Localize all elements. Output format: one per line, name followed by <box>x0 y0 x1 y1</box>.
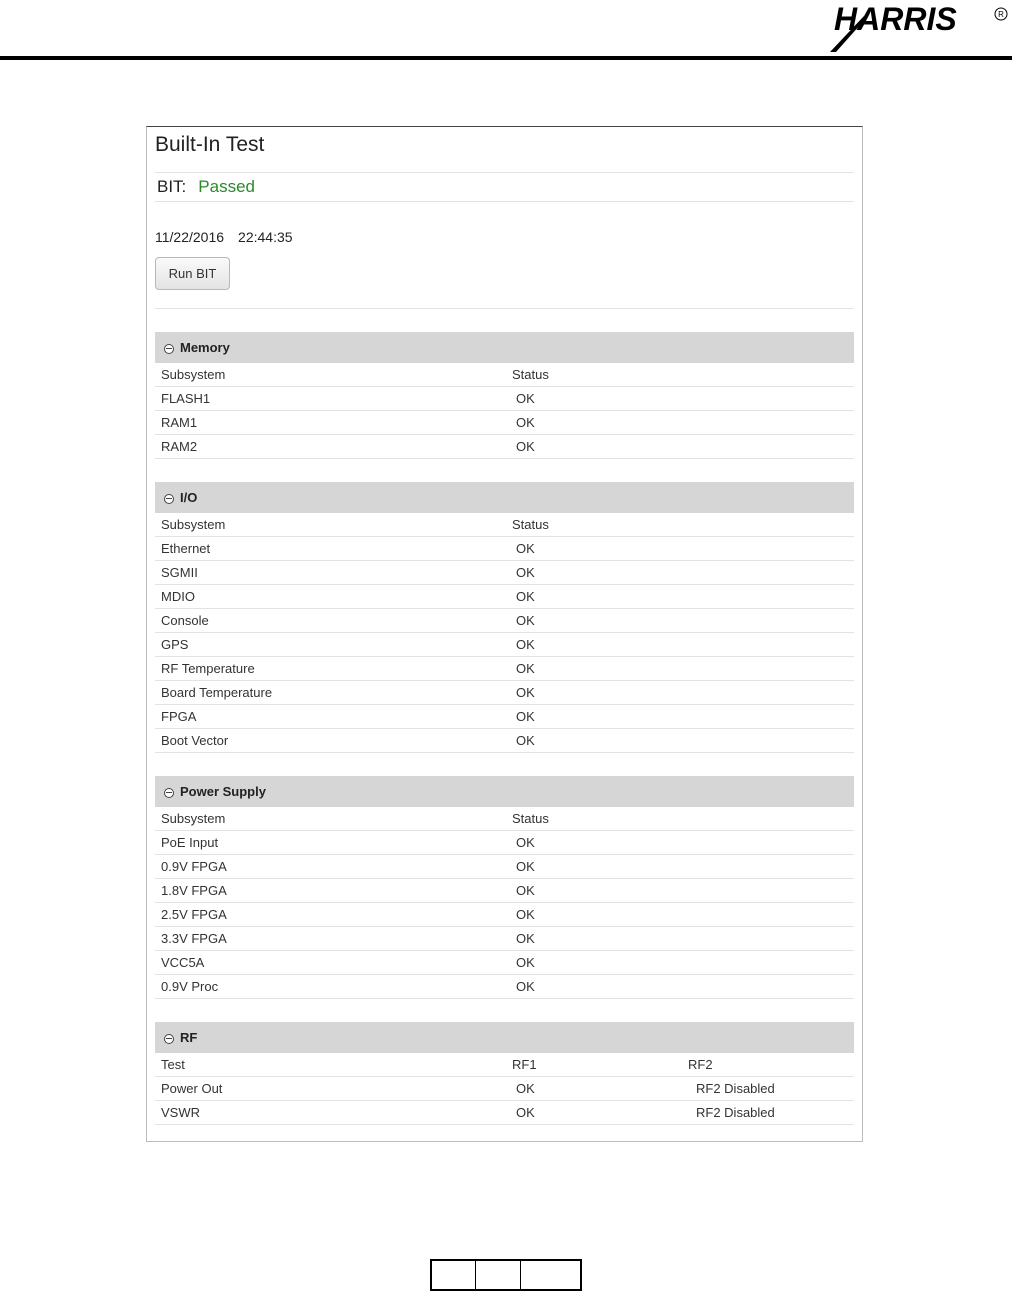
table-row <box>155 435 854 459</box>
subsystem-status: OK <box>516 931 535 946</box>
subsystem-status: OK <box>516 835 535 850</box>
subsystem-status: OK <box>516 859 535 874</box>
subsystem-status: OK <box>516 709 535 724</box>
column-header: RF2 <box>688 1057 713 1072</box>
subsystem-name: PoE Input <box>161 835 219 850</box>
subsystem-status: OK <box>516 733 535 748</box>
subsystem-name: 0.9V FPGA <box>161 859 227 874</box>
subsystem-status: OK <box>516 979 535 994</box>
table-row <box>155 609 854 633</box>
table-header-row <box>155 513 854 537</box>
divider <box>155 308 854 309</box>
column-header: Status <box>512 367 549 382</box>
subsystem-status: OK <box>516 565 535 580</box>
subsystem-name: SGMII <box>161 565 198 580</box>
section-header-rf[interactable] <box>155 1022 854 1053</box>
section-header-memory[interactable] <box>155 332 854 363</box>
table-row <box>155 729 854 753</box>
run-bit-button[interactable]: Run BIT <box>155 257 230 290</box>
subsystem-status: OK <box>516 883 535 898</box>
bit-time: 22:44:35 <box>238 229 293 245</box>
header-rule <box>0 56 1012 60</box>
subsystem-name: VCC5A <box>161 955 205 970</box>
table-row <box>155 561 854 585</box>
section-title: I/O <box>180 490 198 505</box>
table-row <box>155 879 854 903</box>
test-name: VSWR <box>161 1105 200 1120</box>
subsystem-status: OK <box>516 685 535 700</box>
subsystem-name: 2.5V FPGA <box>161 907 227 922</box>
collapse-icon[interactable] <box>164 1034 174 1044</box>
subsystem-status: OK <box>516 415 535 430</box>
footer-cell <box>476 1261 521 1289</box>
rf2-status: RF2 Disabled <box>696 1105 775 1120</box>
section-title: RF <box>180 1030 198 1045</box>
footer-cell <box>521 1261 580 1289</box>
subsystem-name: Boot Vector <box>161 733 229 748</box>
table-row <box>155 927 854 951</box>
bit-timestamp <box>155 228 854 246</box>
subsystem-status: OK <box>516 589 535 604</box>
registered-mark: R <box>998 10 1004 19</box>
subsystem-name: Console <box>161 613 209 628</box>
subsystem-status: OK <box>516 613 535 628</box>
footer-cell <box>432 1261 476 1289</box>
collapse-icon[interactable] <box>164 788 174 798</box>
section-rf <box>155 1022 854 1125</box>
section-header-io[interactable] <box>155 482 854 513</box>
table-row <box>155 855 854 879</box>
table-row <box>155 537 854 561</box>
table-row <box>155 951 854 975</box>
table-row <box>155 975 854 999</box>
subsystem-name: GPS <box>161 637 189 652</box>
table-row <box>155 1077 854 1101</box>
footer-page-box <box>430 1259 582 1291</box>
bit-label: BIT: <box>157 177 187 196</box>
subsystem-status: OK <box>516 907 535 922</box>
subsystem-name: RAM2 <box>161 439 198 454</box>
subsystem-status: OK <box>516 637 535 652</box>
table-row <box>155 411 854 435</box>
column-header: Subsystem <box>161 811 226 826</box>
subsystem-name: Ethernet <box>161 541 211 556</box>
subsystem-status: OK <box>516 391 535 406</box>
subsystem-name: MDIO <box>161 589 195 604</box>
subsystem-status: OK <box>516 661 535 676</box>
subsystem-name: Board Temperature <box>161 685 273 700</box>
table-row <box>155 585 854 609</box>
table-header-row <box>155 807 854 831</box>
subsystem-name: FLASH1 <box>161 391 211 406</box>
rf1-status: OK <box>516 1081 535 1096</box>
subsystem-name: RF Temperature <box>161 661 255 676</box>
page-title: Built-In Test <box>155 127 854 173</box>
harris-logo <box>812 0 1012 58</box>
section-power-supply <box>155 776 854 999</box>
table-row <box>155 681 854 705</box>
collapse-icon[interactable] <box>164 494 174 504</box>
subsystem-name: 3.3V FPGA <box>161 931 227 946</box>
column-header: Status <box>512 517 549 532</box>
column-header: Subsystem <box>161 367 226 382</box>
column-header: RF1 <box>512 1057 537 1072</box>
subsystem-status: OK <box>516 541 535 556</box>
column-header: Status <box>512 811 549 826</box>
test-name: Power Out <box>161 1081 223 1096</box>
rf1-status: OK <box>516 1105 535 1120</box>
table-row <box>155 633 854 657</box>
rf2-status: RF2 Disabled <box>696 1081 775 1096</box>
bit-summary <box>155 173 854 202</box>
subsystem-status: OK <box>516 439 535 454</box>
section-title: Memory <box>180 340 230 355</box>
section-header-power-supply[interactable] <box>155 776 854 807</box>
section-title: Power Supply <box>180 784 266 799</box>
subsystem-name: 0.9V Proc <box>161 979 219 994</box>
table-row <box>155 1101 854 1125</box>
subsystem-name: FPGA <box>161 709 197 724</box>
section-memory <box>155 332 854 459</box>
collapse-icon[interactable] <box>164 344 174 354</box>
bit-date: 11/22/2016 <box>155 229 225 245</box>
table-row <box>155 903 854 927</box>
column-header: Subsystem <box>161 517 226 532</box>
bit-status: Passed <box>198 177 255 196</box>
section-io <box>155 482 854 753</box>
table-row <box>155 387 854 411</box>
column-header: Test <box>161 1057 185 1072</box>
subsystem-name: 1.8V FPGA <box>161 883 227 898</box>
subsystem-status: OK <box>516 955 535 970</box>
table-header-row <box>155 363 854 387</box>
table-row <box>155 657 854 681</box>
table-row <box>155 831 854 855</box>
table-header-row <box>155 1053 854 1077</box>
subsystem-name: RAM1 <box>161 415 198 430</box>
table-row <box>155 705 854 729</box>
logo-text: HARRIS <box>834 1 957 37</box>
built-in-test-panel <box>146 126 863 1142</box>
